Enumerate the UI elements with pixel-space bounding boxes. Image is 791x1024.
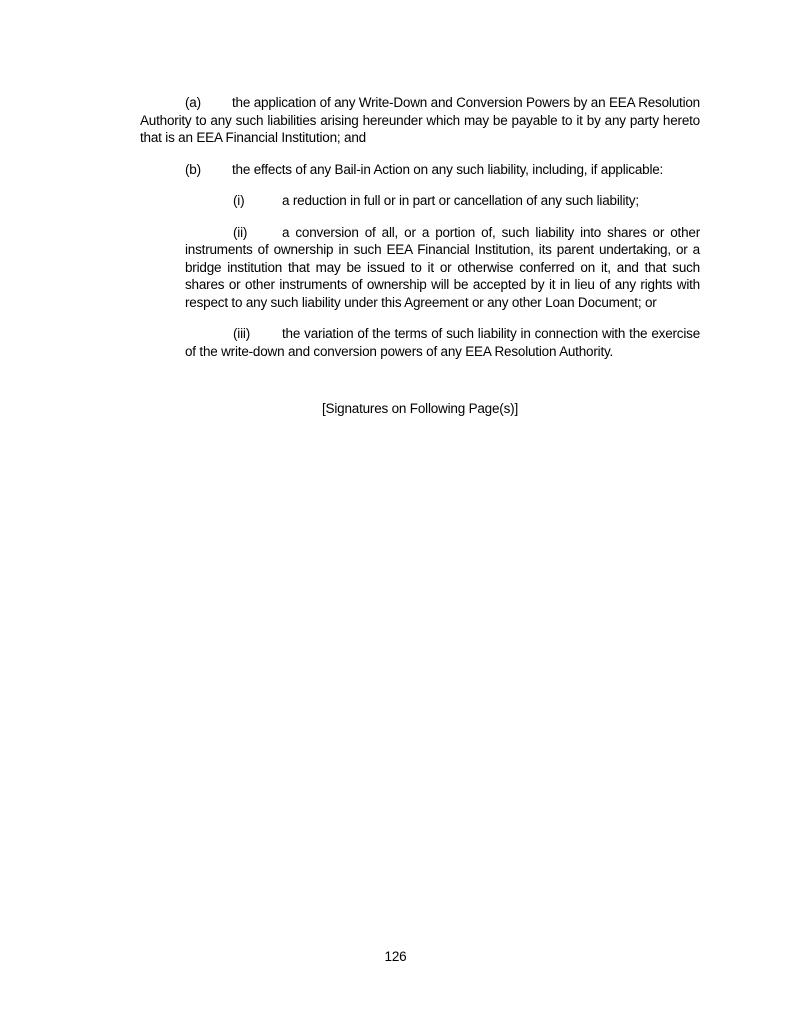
clause-b-text: the effects of any Bail-in Action on any such liability, including, if applicable: xyxy=(232,161,664,177)
clause-b-iii xyxy=(185,325,700,360)
clause-a xyxy=(140,94,700,147)
clause-b-iii-text: the variation of the terms of such liability in connection with the exercise of the write-down and conversion powers of any EEA Resolution Authority. xyxy=(185,326,700,359)
page-number: 126 xyxy=(384,949,407,964)
clause-a-text: the application of any Write-Down and Conversion Powers by an EEA Resolution Authority to any such liabilities arising hereunder which may be payable to it by any party hereto that is an EEA Financial Institution; and xyxy=(140,95,700,145)
clause-b-i-text: a reduction in full or in part or cancellation of any such liability; xyxy=(282,193,639,208)
clause-b xyxy=(140,161,700,179)
clause-b-ii-label: (ii) xyxy=(233,224,248,240)
page-content xyxy=(140,94,700,432)
signature-note: [Signatures on Following Page(s)] xyxy=(321,401,518,416)
clause-b-ii xyxy=(185,224,700,312)
clause-b-iii-label: (iii) xyxy=(233,326,250,341)
clause-b-i-label: (i) xyxy=(233,193,245,208)
clause-b-i xyxy=(185,192,700,210)
clause-a-label: (a) xyxy=(185,95,201,110)
clause-b-label: (b) xyxy=(185,161,201,177)
clause-b-ii-text: a conversion of all, or a portion of, such liability into shares or other instruments of ownership in such EEA Financial Institution, its parent undertaking, or a bridge institution that may be issued to it or otherwise conferred on it, and that such shares or other instruments of ownership will be accepted by it in lieu of any rights with respect to any such liability under this Agreement or any other Loan Document; or xyxy=(185,224,700,310)
